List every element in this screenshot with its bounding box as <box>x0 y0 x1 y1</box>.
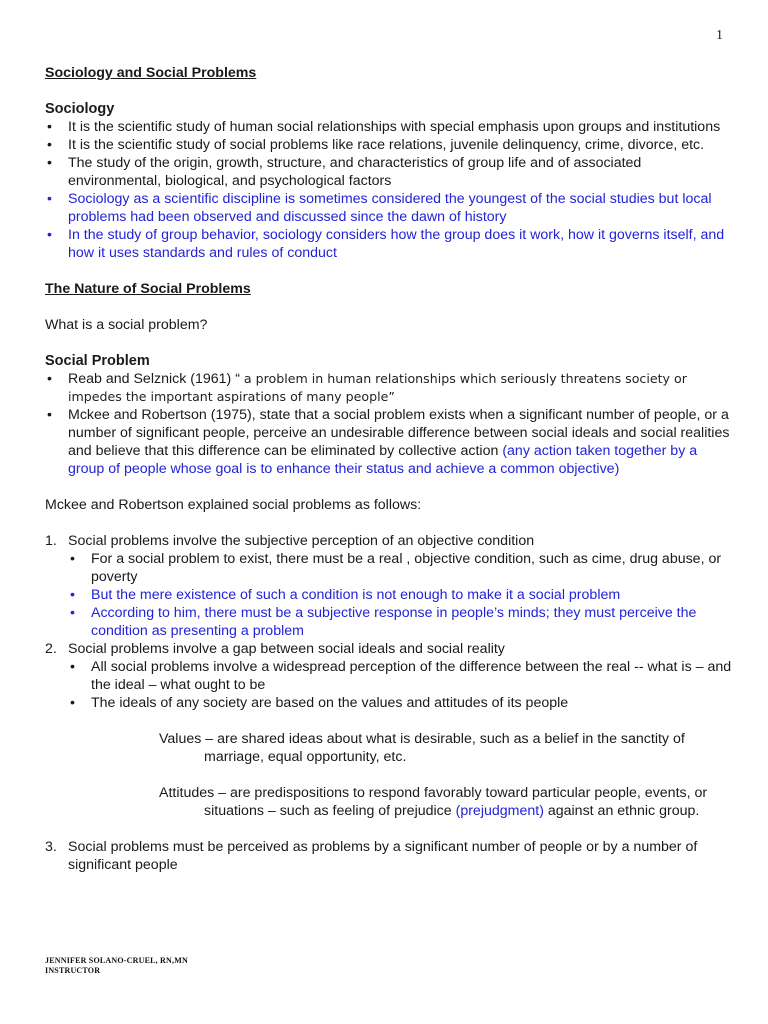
item-number: 1. <box>45 533 57 549</box>
sub-bullets <box>68 658 735 712</box>
item-text: Social problems involve the subjective perception of an objective condition <box>68 533 535 549</box>
explained-intro: Mckee and Robertson explained social problems as follows: <box>45 497 422 513</box>
list-item-highlighted: • In the study of group behavior, sociology considers how the group does it work, how it governs itself, and how it uses standards and rules of conduct <box>45 226 735 262</box>
collective-action-note: (any action taken together by a group of people whose goal is to enhance their status and achieve a common objective) <box>68 443 698 477</box>
item-text: Social problems involve a gap between social ideals and social reality <box>68 641 505 657</box>
sub-bullets <box>68 550 735 640</box>
list-item <box>45 370 735 406</box>
page-number: 1 <box>716 28 723 43</box>
numbered-item-1 <box>45 532 735 640</box>
prejudgment-note: (prejudgment) <box>455 803 544 819</box>
list-item: • For a social problem to exist, there must be a real , objective condition, such as cime, drug abuse, or poverty <box>68 550 735 586</box>
author-name: JENNIFER SOLANO-CRUEL, RN,MN <box>45 956 188 965</box>
list-item <box>45 406 735 478</box>
list-item: • The ideals of any society are based on the values and attitudes of its people <box>68 694 735 712</box>
attitudes-definition <box>159 784 735 820</box>
attitudes-text-end: against an ethnic group. <box>543 803 700 819</box>
list-item: • The study of the origin, growth, structure, and characteristics of group life and of associated environmental, biological, and psychological factors <box>45 154 735 190</box>
values-definition: Values – are shared ideas about what is desirable, such as a belief in the sanctity of marriage, equal opportunity, etc. <box>159 731 685 765</box>
document-body <box>45 64 735 874</box>
question-text: What is a social problem? <box>45 317 208 333</box>
item-number: 3. <box>45 839 57 855</box>
list-item: • It is the scientific study of social problems like race relations, juvenile delinquency, crime, divorce, etc. <box>45 136 735 154</box>
sociology-heading: Sociology <box>45 101 115 117</box>
list-item: • All social problems involve a widespread perception of the difference between the real -- what is – and the ideal – what ought to be <box>68 658 735 694</box>
list-item-highlighted: • According to him, there must be a subjective response in people’s minds; they must perceive the condition as presenting a problem <box>68 604 735 640</box>
author-title: INSTRUCTOR <box>45 966 101 975</box>
attitudes-text: Attitudes – are predispositions to respond favorably toward particular people, events, or situations – such as feeling of prejudice <box>159 785 708 819</box>
document-title: Sociology and Social Problems <box>45 65 257 81</box>
list-item-highlighted: • But the mere existence of such a condition is not enough to make it a social problem <box>68 586 735 604</box>
item-number: 2. <box>45 641 57 657</box>
definitions <box>159 730 735 820</box>
sociology-bullets <box>45 118 735 262</box>
list-item-highlighted: • Sociology as a scientific discipline is sometimes considered the youngest of the social studies but local problems had been observed and discussed since the dawn of history <box>45 190 735 226</box>
footer <box>45 956 188 976</box>
citation: Reab and Selznick (1961) “ <box>68 371 240 387</box>
quote: a problem in human relationships which seriously threatens society or impedes the important aspirations of many people” <box>68 371 687 404</box>
item-text: Social problems must be perceived as problems by a significant number of people or by a number of significant people <box>68 839 698 873</box>
list-item: • It is the scientific study of human social relationships with special emphasis upon groups and institutions <box>45 118 735 136</box>
numbered-item-2 <box>45 640 735 838</box>
definition-text: Mckee and Robertson (1975), state that a social problem exists when a significant number of people, or a number of significant people, perceive an undesirable difference between social ideals and social realities and believe that this difference can be eliminated by collective action <box>68 407 730 459</box>
social-problem-heading: Social Problem <box>45 353 150 369</box>
social-problem-bullets <box>45 370 735 478</box>
numbered-item-3 <box>45 838 735 874</box>
nature-heading: The Nature of Social Problems <box>45 281 251 297</box>
numbered-list <box>45 532 735 874</box>
